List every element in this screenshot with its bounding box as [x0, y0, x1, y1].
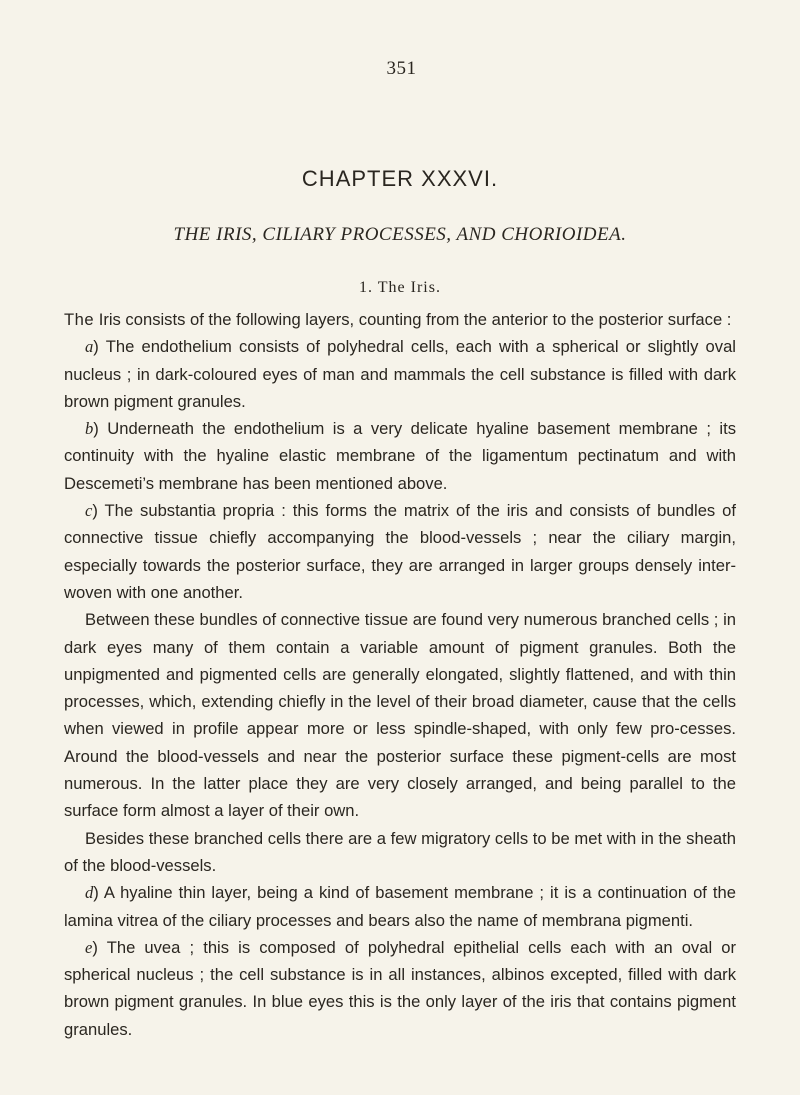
paragraph-text: Besides these branched cells there are a few migratory cells to be met with in the sheath of the blood-vessels. — [64, 828, 736, 875]
section-title: 1. The Iris. — [359, 279, 441, 296]
paragraph-text: Iris consists of the following layers, counting from the anterior to the posterior surface : — [94, 310, 732, 329]
list-marker: c — [85, 501, 93, 521]
list-marker: b — [85, 419, 94, 439]
paragraph-text: ) A hyaline thin layer, being a kind of basement membrane ; it is a continuation of the lamina vitrea of the ciliary processes and bears also the name of membrana pigmenti. — [64, 883, 736, 930]
list-marker: e — [85, 937, 93, 957]
paragraph-migratory-cells — [64, 825, 736, 880]
paragraph-item-d — [64, 879, 736, 934]
paragraph-item-b — [64, 415, 736, 497]
paragraph-intro — [64, 306, 736, 333]
paragraph-item-a — [64, 333, 736, 415]
paragraph-text: ) The uvea ; this is composed of polyhedral epithelial cells each with an oval or spherical nucleus ; the cell substance is in all instances, albinos excepted, filled with dark brown pigment granules. In blue eyes this is the only layer of the iris that contains pigment granules. — [64, 937, 736, 1039]
paragraph-lead-word: The — [64, 310, 95, 329]
chapter-title: THE IRIS, CILIARY PROCESSES, AND CHORIOIDEA. — [173, 224, 627, 245]
body-text — [64, 306, 736, 1043]
chapter-heading: CHAPTER XXXVI. — [301, 166, 499, 191]
list-marker: a — [85, 337, 94, 357]
paragraph-text: ) The endothelium consists of polyhedral cells, each with a spherical or slightly oval nucleus ; in dark-coloured eyes of man and mammals the cell substance is filled with dark brown pigment granules. — [64, 337, 736, 411]
paragraph-branched-cells — [64, 606, 736, 824]
page-number: 351 — [386, 58, 417, 79]
list-marker: d — [85, 883, 94, 903]
paragraph-item-e — [64, 934, 736, 1043]
paragraph-item-c — [64, 497, 736, 606]
paragraph-text: ) The substantia propria : this forms the matrix of the iris and consists of bundles of connective tissue chiefly accompanying the blood-vessels ; near the ciliary margin, especially towards the posterior surface, they are arranged in larger groups densely inter-woven with one another. — [64, 501, 736, 602]
paragraph-text: ) Underneath the endothelium is a very delicate hyaline basement membrane ; its continuity with the hyaline elastic membrane of the ligamentum pectinatum and with Descemeti’s membrane has been mentioned above. — [64, 419, 736, 493]
paragraph-text: Between these bundles of connective tissue are found very numerous branched cells ; in dark eyes many of them contain a variable amount of pigment granules. Both the unpigmented and pigmented cells are generally elongated, slightly flattened, and with thin processes, which, extending chiefly in the level of their broad diameter, cause that the cells when viewed in profile appear more or less spindle-shaped, with only few pro-cesses. Around the blood-vessels and near the posterior surface these pigment-cells are most numerous. In the latter place they are very closely arranged, and being parallel to the surface form almost a layer of their own. — [64, 610, 736, 821]
